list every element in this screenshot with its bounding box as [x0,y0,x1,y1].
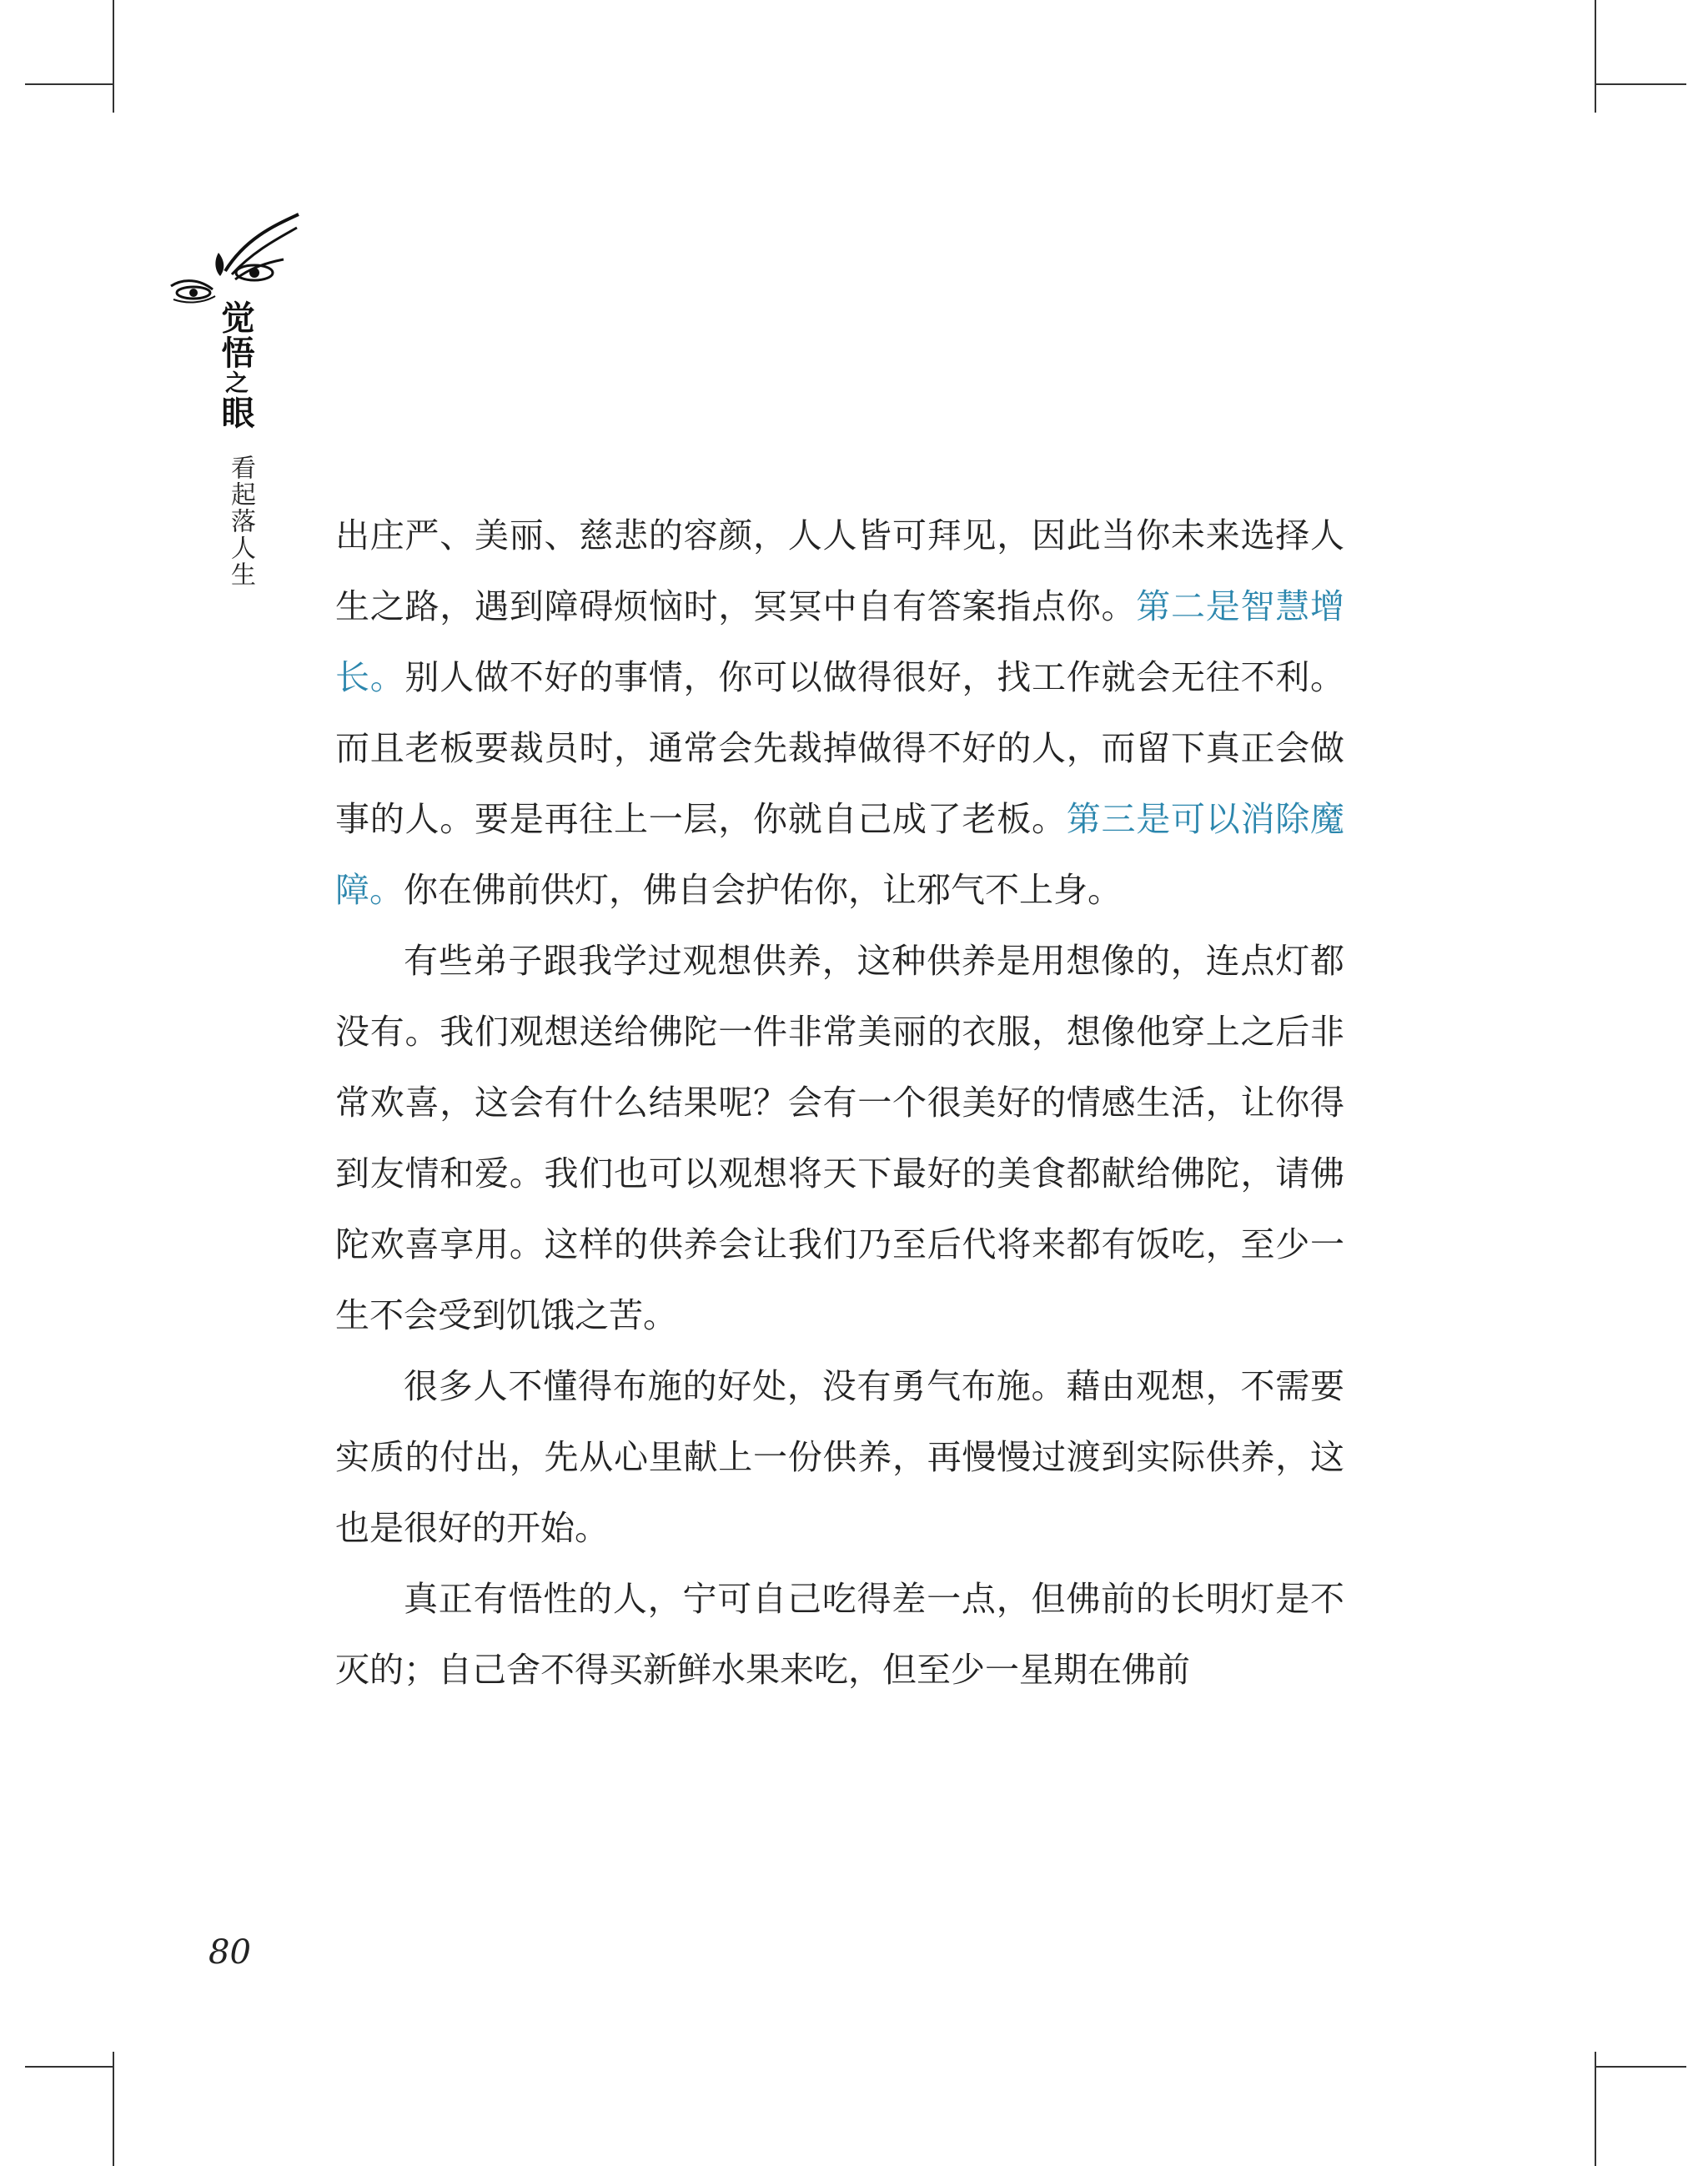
buddha-eyes-icon [167,213,300,304]
crop-mark [1595,2066,1686,2068]
book-title-part2: 眼 [216,395,254,430]
body-text [335,500,1344,1706]
crop-mark [1595,2052,1596,2166]
text-segment: 别人做不好的事情，你可以做得很好，找工作就会无往不利。而且老板要裁员时，通常会先裁掉做得不好的人，而留下真正会做事的人。要是再往上一层，你就自己成了老板。 [335,657,1344,839]
page-number: 80 [208,1933,251,1972]
book-title-block [167,213,300,596]
paragraph [335,1351,1344,1564]
text-segment: 有些弟子跟我学过观想供养，这种供养是用想像的，连点灯都没有。我们观想送给佛陀一件非常美丽的衣服，想像他穿上之后非常欢喜，这会有什么结果呢？会有一个很美好的情感生活，让你得到友情和爱。我们也可以观想将天下最好的美食都献给佛陀，请佛陀欢喜享用。这样的供养会让我们乃至后代将来都有饭吃，至少一生不会受到饥饿之苦。 [335,941,1344,1335]
crop-mark [25,83,113,85]
highlighted-text: 第二是智慧增长。 [335,586,1344,697]
paragraph [335,926,1344,1351]
book-title-part1: 觉悟 [216,300,254,370]
book-subtitle: 看起落人生 [226,455,255,588]
text-segment: 真正有悟性的人，宁可自己吃得差一点，但佛前的长明灯是不灭的；自己舍不得买新鲜水果来吃，但至少一星期在佛前 [335,1579,1344,1690]
book-title-connector: 之 [222,370,249,395]
crop-mark [113,2052,114,2166]
text-segment: 你在佛前供灯，佛自会护佑你，让邪气不上身。 [404,870,1122,910]
text-segment: 很多人不懂得布施的好处，没有勇气布施。藉由观想，不需要实质的付出，先从心里献上一份供养，再慢慢过渡到实际供养，这也是很好的开始。 [335,1366,1344,1548]
crop-mark [1595,83,1686,85]
crop-mark [113,0,114,113]
crop-mark [25,2066,113,2068]
highlighted-text: 第三是可以消除魔障。 [335,799,1344,910]
book-title [215,300,255,430]
paragraph [335,500,1344,926]
text-segment: 出庄严、美丽、慈悲的容颜，人人皆可拜见，因此当你未来选择人生之路，遇到障碍烦恼时，冥冥中自有答案指点你。 [335,515,1344,626]
paragraph [335,1564,1344,1706]
crop-mark [1595,0,1596,113]
